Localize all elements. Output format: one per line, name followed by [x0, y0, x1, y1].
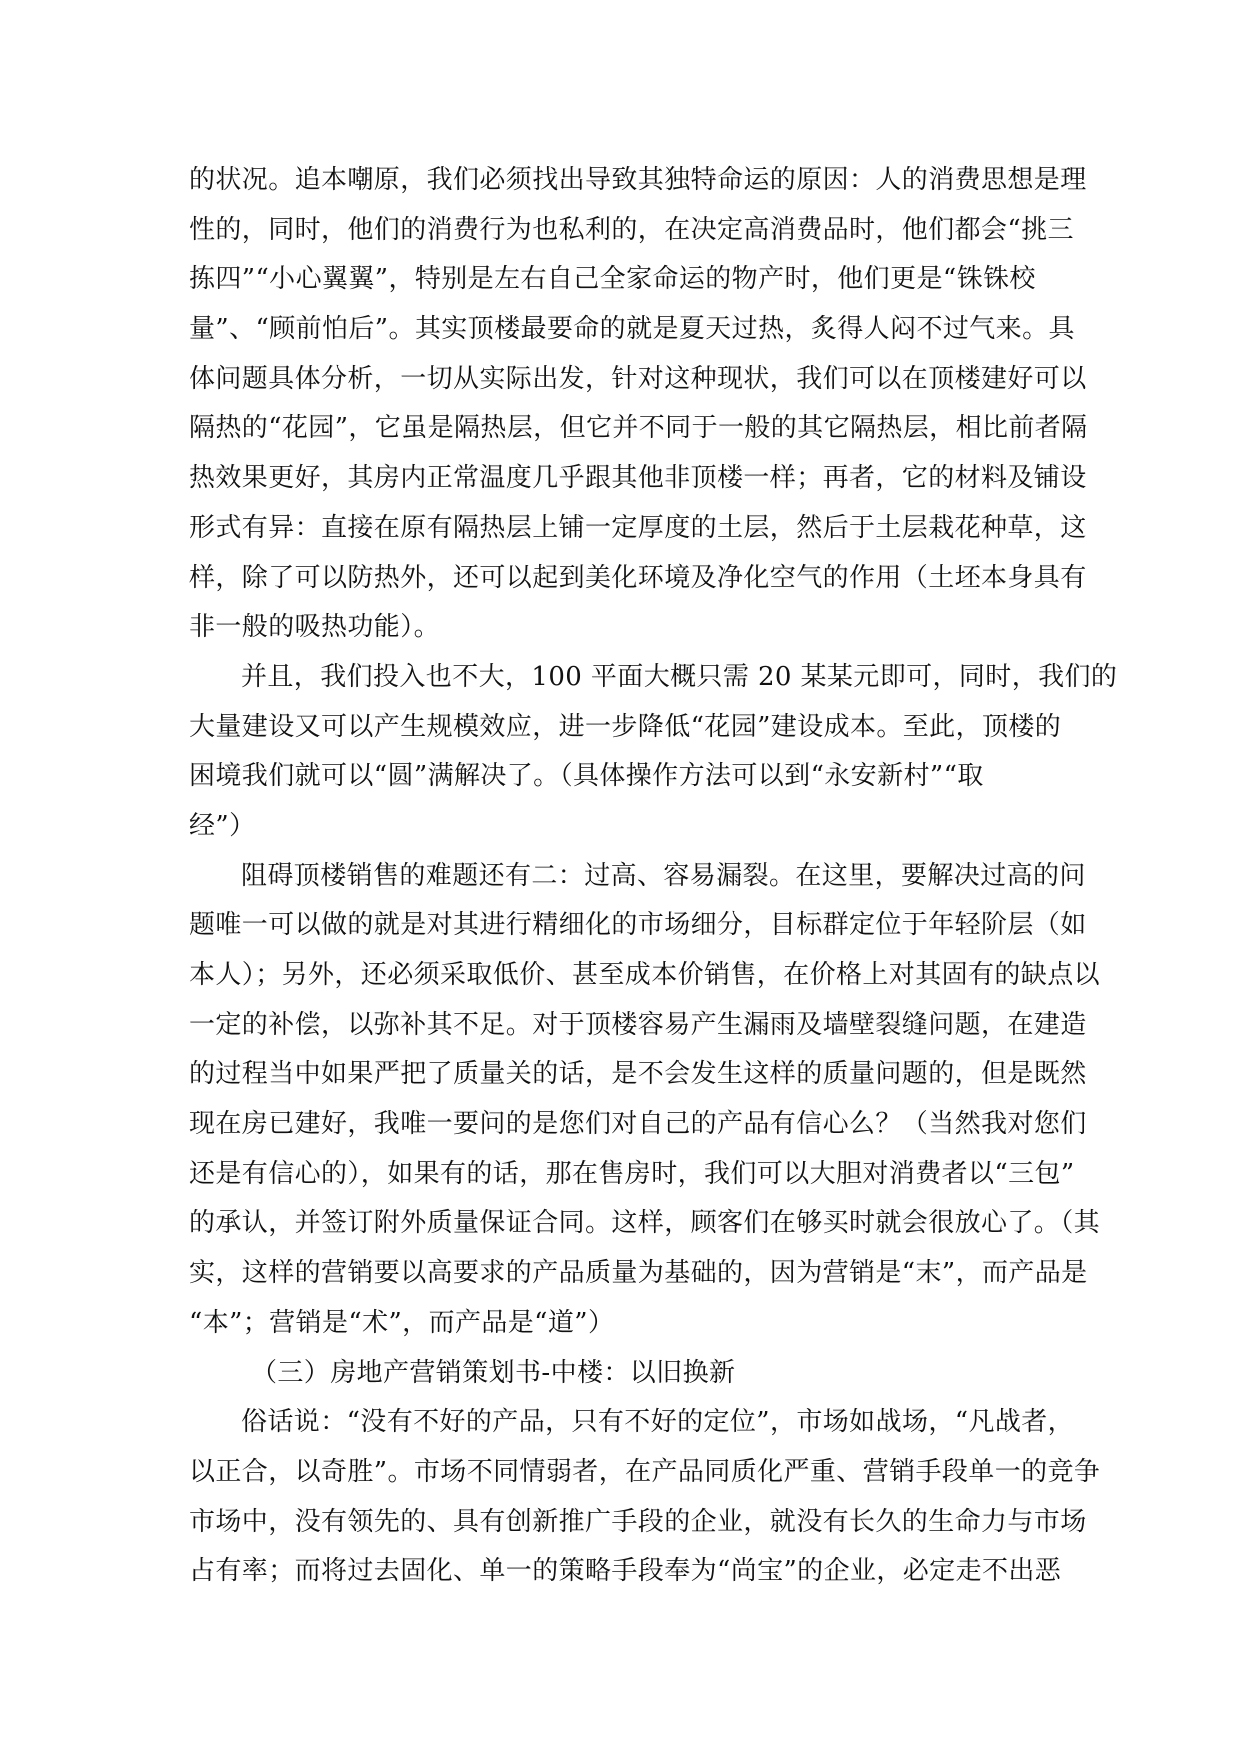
text-line: 困境我们就可以“圆”满解决了。（具体操作方法可以到“永安新村”“取: [189, 761, 984, 792]
text-line: 大量建设又可以产生规模效应，进一步降低“花园”建设成本。至此，顶楼的: [189, 711, 1062, 742]
text-line: 非一般的吸热功能）。: [189, 612, 441, 643]
text-line: 题唯一可以做的就是对其进行精细化的市场细分，目标群定位于年轻阶层（如: [189, 910, 1087, 941]
text-line: 实，这样的营销要以高要求的产品质量为基础的，因为营销是“末”，而产品是: [189, 1258, 1088, 1289]
text-line: 一定的补偿，以弥补其不足。对于顶楼容易产生漏雨及墙壁裂缝问题，在建造: [189, 1009, 1087, 1040]
text-line: 拣四”“小心翼翼”，特别是左右自己全家命运的物产时，他们更是“铢铢校: [189, 264, 1036, 295]
text-line: 本人）；另外，还必须采取低价、甚至成本价销售，在价格上对其固有的缺点以: [189, 960, 1101, 990]
body-text: [189, 156, 1118, 1597]
paragraph-first-line: 俗话说：“没有不好的产品，只有不好的定位”，市场如战场，“凡战者，: [241, 1407, 1075, 1438]
text-line: 形式有异：直接在原有隔热层上铺一定厚度的土层，然后于土层栽花种草，这: [189, 512, 1087, 543]
text-line: 性的，同时，他们的消费行为也私利的，在决定高消费品时，他们都会“挑三: [189, 214, 1074, 245]
text-line: 的过程当中如果严把了质量关的话，是不会发生这样的质量问题的，但是既然: [189, 1059, 1087, 1090]
paragraph-first-line: 阻碍顶楼销售的难题还有二：过高、容易漏裂。在这里，要解决过高的问: [241, 860, 1086, 891]
text-line: 的状况。追本嘲原，我们必须找出导致其独特命运的原因：人的消费思想是理: [189, 165, 1087, 195]
text-line: 市场中，没有领先的、具有创新推广手段的企业，就没有长久的生命力与市场: [189, 1506, 1087, 1537]
text-line: 热效果更好，其房内正常温度几乎跟其他非顶楼一样；再者，它的材料及铺设: [189, 463, 1087, 494]
text-line: 样，除了可以防热外，还可以起到美化环境及净化空气的作用（土坯本身具有: [189, 562, 1087, 593]
text-line: 经”）: [189, 810, 256, 841]
text-line: “本”；营销是“术”，而产品是“道”）: [189, 1307, 615, 1338]
text-line: 占有率；而将过去固化、单一的策略手段奉为“尚宝”的企业，必定走不出恶: [189, 1556, 1062, 1587]
text-line: 体问题具体分析，一切从实际出发，针对这种现状，我们可以在顶楼建好可以: [189, 363, 1087, 394]
text-line: 以正合，以奇胜”。市场不同情弱者，在产品同质化严重、营销手段单一的竞争: [189, 1456, 1101, 1487]
text-line: 还是有信心的），如果有的话，那在售房时，我们可以大胆对消费者以“三包”: [189, 1158, 1075, 1189]
section-heading: （三）房地产营销策划书-中楼：以旧换新: [251, 1357, 736, 1388]
paragraph-first-line: 并且，我们投入也不大，100 平面大概只需 20 某某元即可，同时，我们的: [241, 661, 1118, 692]
text-line: 隔热的“花园”，它虽是隔热层，但它并不同于一般的其它隔热层，相比前者隔: [189, 413, 1088, 444]
text-line: 量”、“顾前怕后”。其实顶楼最要命的就是夏天过热，炙得人闷不过气来。具: [189, 314, 1075, 345]
text-line: 现在房已建好，我唯一要问的是您们对自己的产品有信心么？（当然我对您们: [189, 1109, 1087, 1140]
text-line: 的承认，并签订附外质量保证合同。这样，顾客们在够买时就会很放心了。（其: [189, 1208, 1101, 1239]
